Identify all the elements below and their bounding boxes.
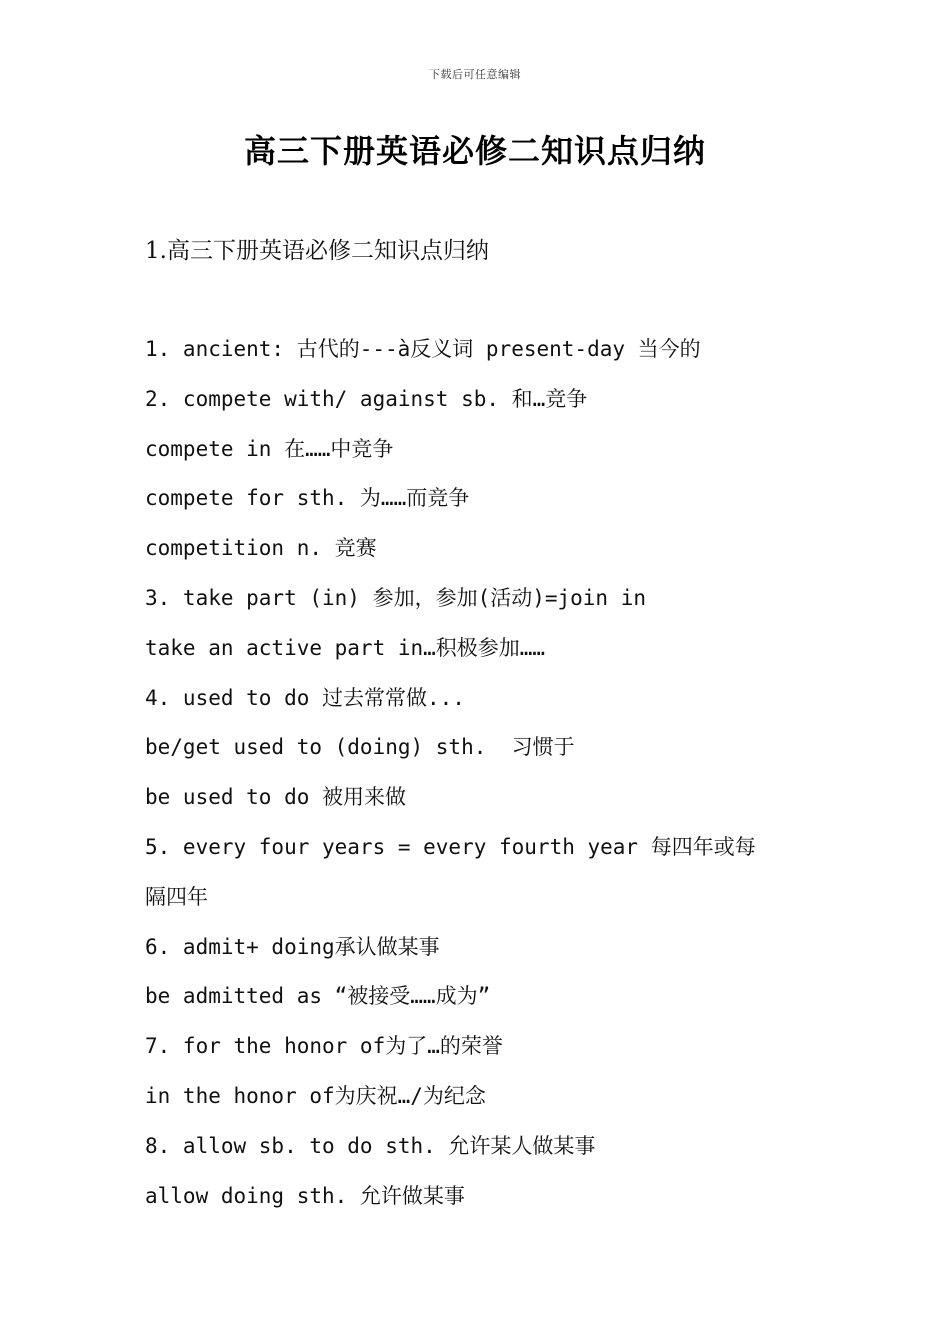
text-line: 2. compete with/ against sb. 和…竞争 xyxy=(145,386,588,411)
text-line: 4. used to do 过去常常做... xyxy=(145,685,465,710)
text-line: compete in 在……中竞争 xyxy=(145,436,394,461)
text-line: 8. allow sb. to do sth. 允许某人做某事 xyxy=(145,1133,596,1158)
text-line: 6. admit+ doing承认做某事 xyxy=(145,934,440,959)
text-line: 3. take part (in) 参加，参加(活动)=join in xyxy=(145,585,647,610)
text-line: be admitted as “被接受……成为” xyxy=(145,984,491,1009)
text-line: in the honor of为庆祝…/为纪念 xyxy=(145,1083,486,1108)
text-line: 7. for the honor of为了…的荣誉 xyxy=(145,1034,503,1059)
text-line: compete for sth. 为……而竞争 xyxy=(145,486,470,511)
text-line: be used to do 被用来做 xyxy=(145,785,407,810)
text-line: be/get used to (doing) sth. 习惯于 xyxy=(145,735,575,760)
text-line: competition n. 竞赛 xyxy=(145,536,377,561)
header-note: 下载后可任意编辑 xyxy=(429,68,521,81)
content-body xyxy=(145,332,815,1228)
text-line: 5. every four years = every fourth year 每四年或每 xyxy=(145,834,756,859)
text-line: 1. ancient: 古代的---à反义词 present-day 当今的 xyxy=(145,337,701,361)
text-line: take an active part in…积极参加…… xyxy=(145,635,546,660)
document-title: 高三下册英语必修二知识点归纳 xyxy=(243,132,706,170)
section-heading: 1.高三下册英语必修二知识点归纳 xyxy=(145,238,489,264)
text-line: allow doing sth. 允许做某事 xyxy=(145,1183,465,1208)
text-line: 隔四年 xyxy=(145,884,208,909)
